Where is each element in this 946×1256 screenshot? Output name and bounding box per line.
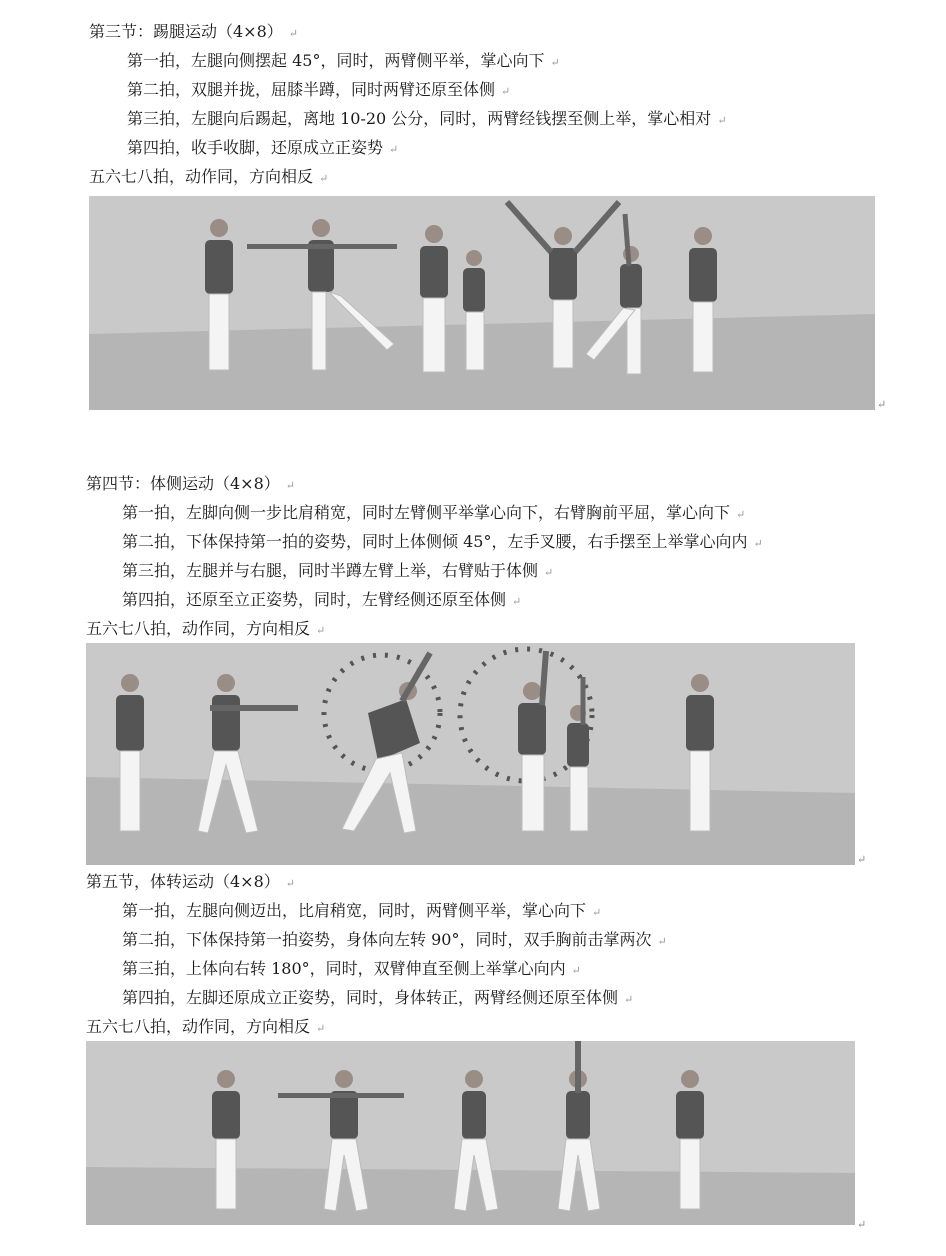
section-4-repeat: 五六七八拍，动作同，方向相反 ↵	[86, 619, 326, 638]
figure-standing	[116, 674, 144, 831]
paragraph-mark: ↵	[877, 398, 887, 411]
section-3-repeat: 五六七八拍，动作同，方向相反 ↵	[89, 167, 329, 186]
section-5-step-4: 第四拍，左脚还原成立正姿势，同时，身体转正，两臂经侧还原至体侧 ↵	[122, 988, 634, 1007]
section-3-illustration	[89, 196, 875, 410]
section-5-illustration	[86, 1041, 855, 1225]
section-5-title: 第五节，体转运动（4×8） ↵	[86, 872, 295, 891]
figure-standing-end	[686, 674, 714, 831]
section-3-title: 第三节：踢腿运动（4×8） ↵	[89, 22, 298, 41]
section-4-illustration	[86, 643, 855, 865]
paragraph-mark: ↵	[857, 1218, 867, 1231]
section-4-step-4: 第四拍，还原至立正姿势，同时，左臂经侧还原至体侧 ↵	[122, 590, 522, 609]
section-5-repeat: 五六七八拍，动作同，方向相反 ↵	[86, 1017, 326, 1036]
section-3-step-3: 第三拍，左腿向后踢起，离地 10-20 公分，同时，两臂经钱摆至侧上举，掌心相对 ↵	[127, 109, 727, 128]
figure-standing	[212, 1070, 240, 1209]
section-4-step-3: 第三拍，左腿并与右腿，同时半蹲左臂上举，右臂贴于体侧 ↵	[122, 561, 554, 580]
section-5-step-3: 第三拍，上体向右转 180°，同时，双臂伸直至侧上举掌心向内 ↵	[122, 959, 581, 978]
section-3-step-1: 第一拍，左腿向侧摆起 45°，同时，两臂侧平举，掌心向下 ↵	[127, 51, 560, 70]
figure-standing-end	[676, 1070, 704, 1209]
paragraph-mark: ↵	[857, 853, 867, 866]
section-3-step-2: 第二拍，双腿并拢，屈膝半蹲，同时两臂还原至体侧 ↵	[127, 80, 511, 99]
section-4-title: 第四节：体侧运动（4×8） ↵	[86, 474, 295, 493]
section-4-step-2: 第二拍，下体保持第一拍的姿势，同时上体侧倾 45°，左手叉腰，右手摆至上举掌心向内 ↵	[122, 532, 763, 551]
figure-standing-end	[689, 227, 717, 372]
section-3-step-4: 第四拍，收手收脚，还原成立正姿势 ↵	[127, 138, 399, 157]
section-5-step-1: 第一拍，左腿向侧迈出，比肩稍宽，同时，两臂侧平举，掌心向下 ↵	[122, 901, 602, 920]
section-5-step-2: 第二拍，下体保持第一拍姿势，身体向左转 90°，同时，双手胸前击掌两次 ↵	[122, 930, 667, 949]
figure-standing	[205, 219, 233, 370]
section-4-step-1: 第一拍，左脚向侧一步比肩稍宽，同时左臂侧平举掌心向下，右臂胸前平屈，掌心向下 ↵	[122, 503, 746, 522]
